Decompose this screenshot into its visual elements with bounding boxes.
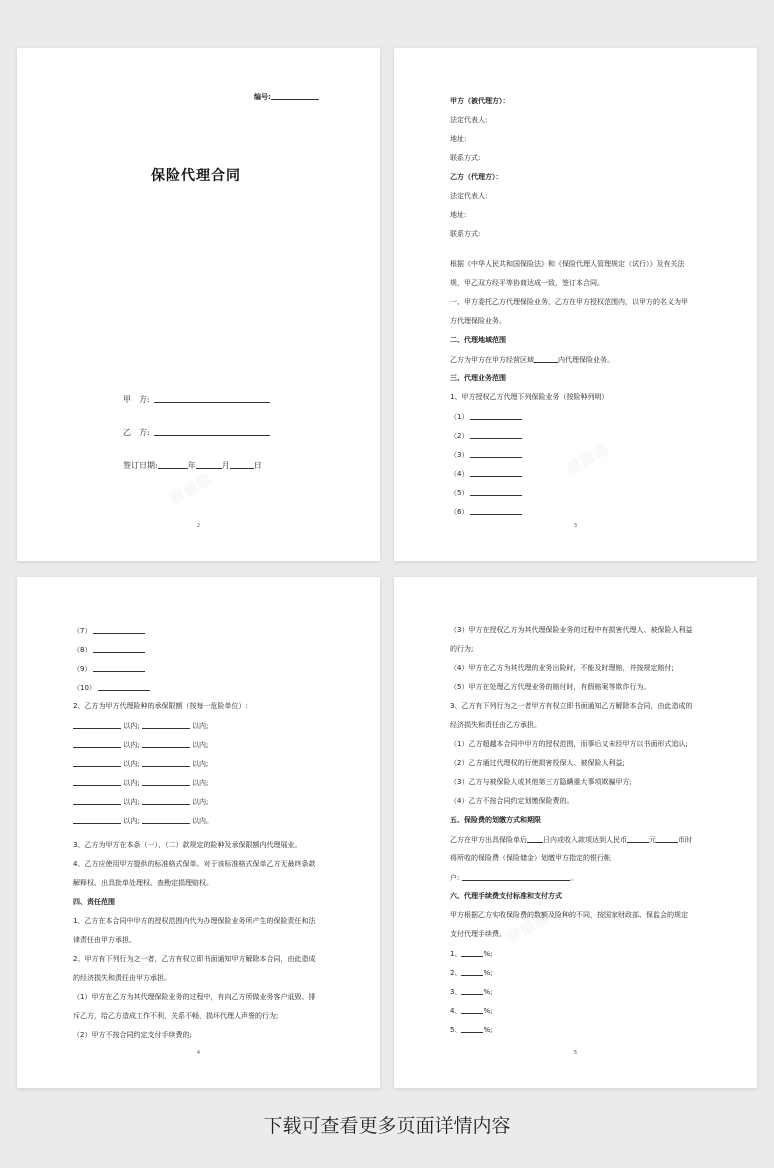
s3-4-line: （4）乙方不按合同约定划缴保险费的。 xyxy=(450,797,574,805)
s4-1-line-1: 1、乙方在本合同中甲方的授权范围内代为办理保险业务所产生的保险责任和法 xyxy=(73,917,316,925)
sec5-line-2: 将所收的保险费（保险储金）划缴甲方指定的银行帐 xyxy=(450,854,611,862)
watermark xyxy=(165,468,214,507)
section4-heading: 四、责任范围 xyxy=(73,898,115,906)
section2-heading: 二、代理地域范围 xyxy=(450,336,506,344)
party-b-blank xyxy=(154,428,270,436)
month-label: 月 xyxy=(221,461,230,470)
list-item: （6） xyxy=(450,507,522,517)
sign-date-field xyxy=(123,460,262,471)
party-a-rep: 法定代表人: xyxy=(450,116,488,124)
watermark xyxy=(562,438,611,477)
contract-page-2 xyxy=(394,48,757,561)
section6-heading: 六、代理手续费支付标准和支付方式 xyxy=(450,892,562,900)
s3-1-line: （1）乙方超越本合同中甲方的授权范围，而事后又未经甲方以书面形式追认; xyxy=(450,740,688,748)
s3-3-line: （3）乙方与被保险人或其他第三方隐瞒重大事项欺骗甲方; xyxy=(450,778,632,786)
p5-line: （5）甲方在处理乙方代理业务的赔付时，有假赔案等欺诈行为。 xyxy=(450,683,651,691)
sign-date-label: 签订日期: xyxy=(123,461,158,470)
contract-number-field xyxy=(254,92,319,102)
p3-line-1: （3）甲方在授权乙方为其代理保险业务的过程中有损害代理人、被保险人利益 xyxy=(450,626,693,634)
sec5-line-3: 户: 。 xyxy=(450,874,578,882)
page-number: 4 xyxy=(196,1050,201,1056)
list-item: （5） xyxy=(450,488,522,498)
party-b-field xyxy=(123,427,270,438)
s4-2-1-line-2: 斥乙方，给乙方造成工作不利，关系不畅，损坏代理人声誉的行为; xyxy=(73,1012,279,1020)
party-a-field xyxy=(123,394,270,405)
list-item: （2） xyxy=(450,431,522,441)
party-b-contact: 联系方式: xyxy=(450,230,481,238)
page-number: 5 xyxy=(573,1050,578,1056)
limit-row: 以内; 以内; xyxy=(73,721,208,731)
download-caption: 下载可查看更多页面详情内容 xyxy=(263,1115,511,1137)
contract-page-4 xyxy=(17,577,380,1088)
section3-item1: 1、甲方授权乙方代理下列保险业务（按险种列明） xyxy=(450,393,609,401)
list-item: （1） xyxy=(450,412,522,422)
sec6-line-2: 支付代理手续费。 xyxy=(450,930,506,938)
s4-2-line-1: 2、甲方有下列行为之一者，乙方有权立即书面通知甲方解除本合同，由此造成 xyxy=(73,955,316,963)
contract-number-label: 编号: xyxy=(254,93,271,101)
list-item: （9） xyxy=(73,664,145,674)
rate-row: 1、 %; xyxy=(450,950,493,958)
p3-line-2: 的行为; xyxy=(450,645,474,653)
limit-row: 以内; 以内; xyxy=(73,797,208,807)
year-label: 年 xyxy=(187,461,196,470)
party-b-rep: 法定代表人: xyxy=(450,192,488,200)
contract-number-blank xyxy=(271,92,319,100)
rate-row: 2、 %; xyxy=(450,969,493,977)
party-a-label: 甲 方: xyxy=(123,395,150,404)
list-item: （7） xyxy=(73,626,145,636)
s4-1-line-2: 律责任由甲方承担。 xyxy=(73,936,136,944)
clause1-line-2: 方代理保险业务。 xyxy=(450,317,506,325)
party-b-label: 乙 方: xyxy=(123,428,150,437)
party-b-heading: 乙方（代理方）： xyxy=(450,173,503,181)
item4-line-2: 解释权、出具批单处理权、查勘定损理赔权。 xyxy=(73,879,213,887)
s3-line-1: 3、乙方有下列行为之一者甲方有权立即书面通知乙方解除本合同，由此造成的 xyxy=(450,702,693,710)
clause1-line-1: 一、甲方委托乙方代理保险业务，乙方在甲方授权范围内，以甲方的名义为甲 xyxy=(450,298,688,306)
party-a-contact: 联系方式: xyxy=(450,154,481,162)
day-label: 日 xyxy=(253,461,262,470)
sec5-line-1: 乙方在甲方出具保险单后 日内或收入款项达到人民币 元 币时 xyxy=(450,836,692,844)
s4-2-line-2: 的经济损失和责任由甲方承担。 xyxy=(73,974,171,982)
section2-text: 乙方为甲方在甲方经营区域 内代理保险业务。 xyxy=(450,356,614,364)
s4-2-2-line: （2）甲方不按合同约定支付手续费的; xyxy=(73,1031,192,1039)
list-item: （4） xyxy=(450,469,522,479)
intro-line-2: 规，甲乙双方经平等协商达成一致，签订本合同。 xyxy=(450,279,604,287)
s3-line-2: 经济损失和责任由乙方承担。 xyxy=(450,721,541,729)
party-a-heading: 甲方（被代理方）： xyxy=(450,97,510,105)
list-item: （8） xyxy=(73,645,145,655)
rate-row: 3、 %; xyxy=(450,988,493,996)
section5-heading: 五、保险费的划缴方式和期限 xyxy=(450,816,541,824)
section3-heading: 三、代理业务范围 xyxy=(450,374,506,382)
party-a-blank xyxy=(154,395,270,403)
limit-row: 以内; 以内; xyxy=(73,740,208,750)
item2-text: 2、乙方为甲方代理险种的承保限额（按每一危险单位）: xyxy=(73,702,248,710)
page-number: 2 xyxy=(196,523,201,529)
intro-line-1: 根据《中华人民共和国保险法》和《保险代理人管理规定（试行）》及有关法 xyxy=(450,260,685,268)
page-number: 3 xyxy=(573,523,578,529)
item3-text: 3、乙方为甲方在本条（一）、（二）款规定的险种及承保限额内代理展业。 xyxy=(73,841,302,849)
p4-line: （4）甲方在乙方为其代理的业务出险时，不能及时理赔，并按规定赔付; xyxy=(450,664,674,672)
item4-line-1: 4、乙方应使用甲方提供的标准格式保单。对于该标准格式保单乙方无最终条款 xyxy=(73,860,316,868)
contract-cover-page xyxy=(17,48,380,561)
limit-row: 以内; 以内; xyxy=(73,759,208,769)
list-item: （3） xyxy=(450,450,522,460)
sec6-line-1: 甲方根据乙方实收保险费的数额及险种的不同，按国家财政部、保监会的规定 xyxy=(450,911,688,919)
contract-title: 保险代理合同 xyxy=(151,168,241,184)
rate-row: 4、 %; xyxy=(450,1007,493,1015)
party-b-address: 地址: xyxy=(450,211,467,219)
s3-2-line: （2）乙方通过代理权的行使损害投保人、被保险人利益; xyxy=(450,759,625,767)
rate-row: 5、 %; xyxy=(450,1026,493,1034)
s4-2-1-line-1: （1）甲方在乙方为其代理保险业务的过程中，有向乙方所做业务客户诋毁、排 xyxy=(73,993,316,1001)
limit-row: 以内; 以内; xyxy=(73,778,208,788)
limit-row: 以内; 以内。 xyxy=(73,816,213,826)
list-item: （10） xyxy=(73,683,150,693)
contract-page-5 xyxy=(394,577,757,1088)
party-a-address: 地址: xyxy=(450,135,467,143)
